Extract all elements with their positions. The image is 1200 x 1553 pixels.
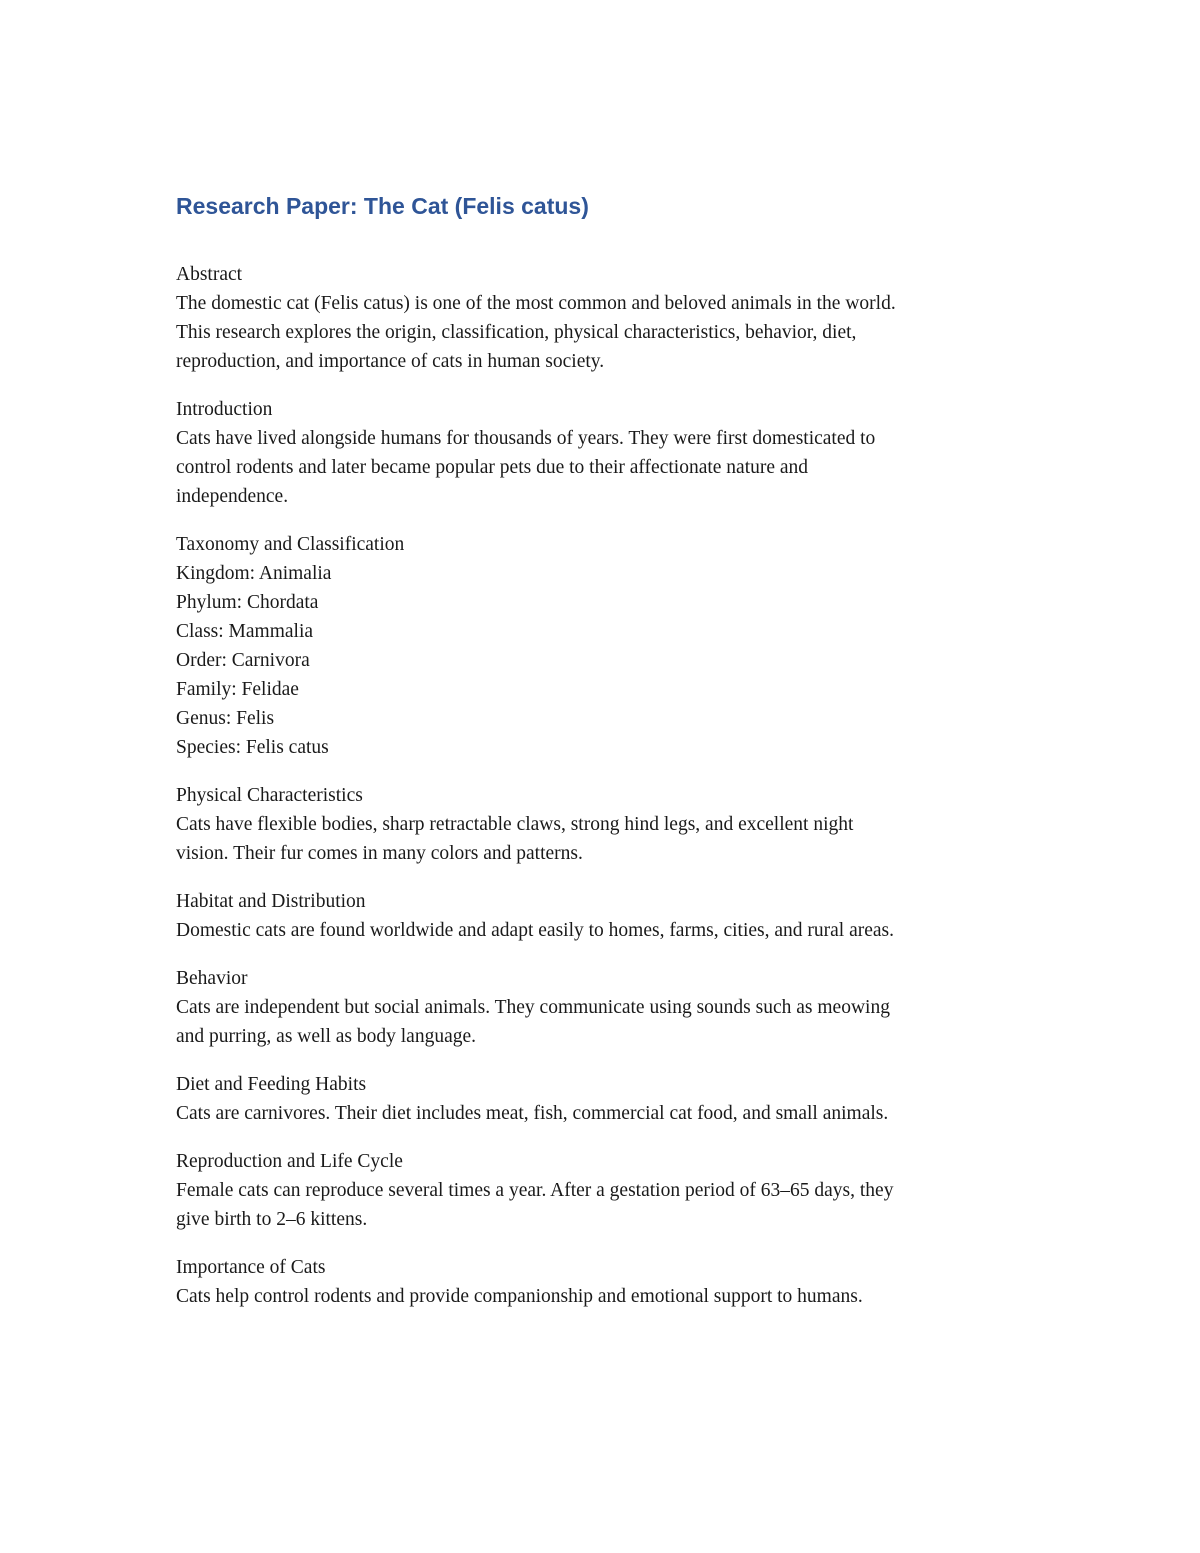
paragraph-line: Cats are carnivores. Their diet includes meat, fish, commercial cat food, and small animals. [176,1103,889,1124]
section-abstract [176,260,1036,376]
paragraph-line: and purring, as well as body language. [176,1026,477,1047]
document-body [176,188,1036,1330]
paragraph-line: reproduction, and importance of cats in human society. [176,351,605,372]
section-heading: Reproduction and Life Cycle [176,1151,403,1172]
taxonomy-species: Species: Felis catus [176,737,329,758]
paragraph-line: Cats are independent but social animals. They communicate using sounds such as meowing [176,997,890,1018]
taxonomy-phylum: Phylum: Chordata [176,592,319,613]
taxonomy-kingdom: Kingdom: Animalia [176,563,332,584]
section-heading: Importance of Cats [176,1257,326,1278]
paragraph-line: vision. Their fur comes in many colors and patterns. [176,843,583,864]
paragraph-line: Domestic cats are found worldwide and adapt easily to homes, farms, cities, and rural areas. [176,920,895,941]
paragraph-line: independence. [176,486,289,507]
section-taxonomy [176,530,1036,762]
section-heading: Behavior [176,968,248,989]
paragraph-line: Female cats can reproduce several times a year. After a gestation period of 63–65 days, they [176,1180,894,1201]
taxonomy-order: Order: Carnivora [176,650,310,671]
paragraph-line: give birth to 2–6 kittens. [176,1209,368,1230]
taxonomy-family: Family: Felidae [176,679,299,700]
document-title: Research Paper: The Cat (Felis catus) [176,193,589,219]
section-importance [176,1253,1036,1311]
paragraph-line: Cats help control rodents and provide companionship and emotional support to humans. [176,1286,863,1307]
section-physical-characteristics [176,781,1036,868]
section-heading: Habitat and Distribution [176,891,366,912]
section-habitat [176,887,1036,945]
section-heading: Introduction [176,399,273,420]
section-introduction [176,395,1036,511]
taxonomy-class: Class: Mammalia [176,621,314,642]
paragraph-line: Cats have flexible bodies, sharp retractable claws, strong hind legs, and excellent night [176,814,854,835]
section-heading: Abstract [176,264,243,285]
paragraph-line: control rodents and later became popular pets due to their affectionate nature and [176,457,809,478]
section-heading: Taxonomy and Classification [176,534,405,555]
section-heading: Physical Characteristics [176,785,363,806]
paragraph-line: This research explores the origin, classification, physical characteristics, behavior, diet, [176,322,857,343]
taxonomy-genus: Genus: Felis [176,708,275,729]
paragraph-line: The domestic cat (Felis catus) is one of the most common and beloved animals in the world. [176,293,896,314]
section-heading: Diet and Feeding Habits [176,1074,367,1095]
section-reproduction [176,1147,1036,1234]
section-diet [176,1070,1036,1128]
paragraph-line: Cats have lived alongside humans for thousands of years. They were first domesticated to [176,428,876,449]
section-behavior [176,964,1036,1051]
